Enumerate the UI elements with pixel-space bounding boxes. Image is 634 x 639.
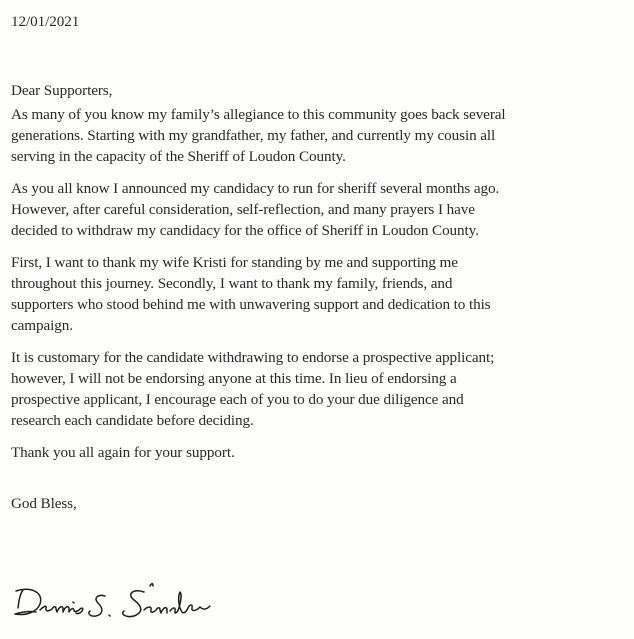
paragraph-line: As you all know I announced my candidacy to run for sheriff several months ago. bbox=[11, 180, 500, 197]
paragraph-line: Thank you all again for your support. bbox=[11, 444, 235, 461]
paragraph-line: serving in the capacity of the Sheriff of Loudon County. bbox=[11, 148, 346, 165]
paragraph-line: however, I will not be endorsing anyone at this time. In lieu of endorsing a bbox=[11, 370, 457, 387]
salutation: Dear Supporters, bbox=[11, 82, 113, 99]
paragraph-line: generations. Starting with my grandfather, my father, and currently my cousin all bbox=[11, 127, 496, 144]
paragraph-line: As many of you know my family’s allegiance to this community goes back several bbox=[11, 106, 506, 123]
paragraph-line: decided to withdraw my candidacy for the office of Sheriff in Loudon County. bbox=[11, 222, 479, 239]
paragraph-thanks bbox=[11, 252, 631, 336]
closing: God Bless, bbox=[11, 495, 77, 512]
letter-date: 12/01/2021 bbox=[11, 13, 80, 30]
paragraph-line: supporters who stood behind me with unwavering support and dedication to this bbox=[11, 296, 491, 313]
paragraph-endorsement bbox=[11, 347, 631, 431]
paragraph-line: research each candidate before deciding. bbox=[11, 412, 254, 429]
paragraph-closing-thanks bbox=[11, 442, 631, 463]
paragraph-line: campaign. bbox=[11, 317, 73, 334]
paragraph-line: First, I want to thank my wife Kristi for standing by me and supporting me bbox=[11, 254, 458, 271]
paragraph-line: throughout this journey. Secondly, I want to thank my family, friends, and bbox=[11, 275, 453, 292]
handwritten-signature bbox=[10, 578, 260, 634]
paragraph-line: It is customary for the candidate withdrawing to endorse a prospective applicant; bbox=[11, 349, 495, 366]
paragraph-line: However, after careful consideration, self-reflection, and many prayers I have bbox=[11, 201, 475, 218]
paragraph-withdrawal bbox=[11, 178, 631, 241]
paragraph-family-history bbox=[11, 104, 631, 167]
letter-body bbox=[11, 11, 631, 522]
paragraph-line: prospective applicant, I encourage each of you to do your due diligence and bbox=[11, 391, 464, 408]
